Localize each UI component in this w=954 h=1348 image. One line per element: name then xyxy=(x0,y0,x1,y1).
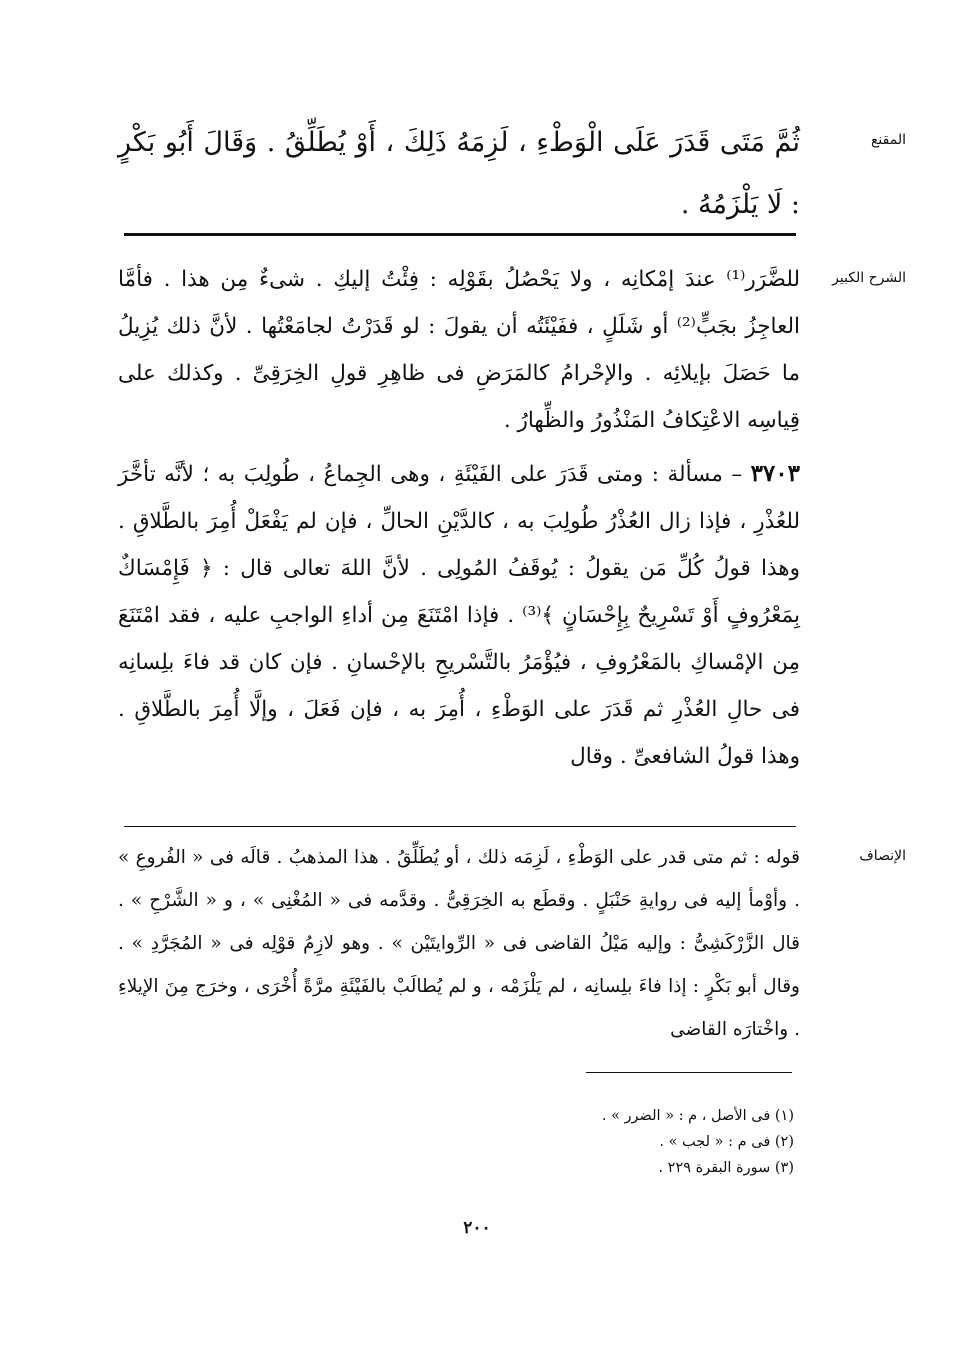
section-divider-thick xyxy=(124,233,796,236)
footnote-2: (٢) فى م : « لجب » . xyxy=(659,1134,794,1150)
insaf-text: قوله : ثم متى قدر على الوَطْءِ ، لَزِمَه ذلك ، أو يُطَلِّقُ . هذا المذهبُ . قالَه فى « الفُروعِ » . وأوْمأ إليه فى روايةِ حَنْبَلٍ . وقطَع به الخِرَقِىُّ . وقدَّمه فى « المُغْنِى » ، و « الشَّرْحِ » . قال الزَّرْكَشِىُّ : وإليه مَيْلُ القاضى فى « الرِّوايتَيْن » . وهو لازِمُ قوْلِه فى « المُجَرَّدِ » . وقال أبو بَكْرٍ : إذا فاءَ بلِسانِه ، لم يَلْزَمْه ، و لم يُطالَبْ بالفَيْئَةِ مرَّةً أُخْرَى ، وخرَج مِنَ الإيلاءِ . واخْتارَه القاضى xyxy=(118,847,800,1040)
footnote-divider xyxy=(586,1072,792,1073)
muqni-text: ثُمَّ مَتَى قَدَرَ عَلَى الْوَطْءِ ، لَزِمَهُ ذَلِكَ ، أَوْ يُطَلِّقُ . وَقَالَ أَبُو بَكْرٍ : لَا يَلْزَمُهُ . xyxy=(118,127,800,220)
section-label-insaf: الإنصاف xyxy=(859,848,906,864)
sharh-text-block xyxy=(118,256,800,780)
footnote-1: (١) فى الأصل ، م : « الضرر » . xyxy=(601,1108,794,1124)
masala-text: – مسألة : ومتى قَدَرَ على الفَيْئَةِ ، وهى الجِماعُ ، طُولِبَ به ؛ لأنَّه تأخَّرَ للعُذْرِ ، فإذا زال العُذْرُ طُولِبَ به ، كالدَّيْنِ الحالِّ ، فإن لم يَفْعَلْ أُمِرَ بالطَّلاقِ . وهذا قولُ كُلِّ مَن يقولُ : يُوقَفُ المُولِى . لأنَّ اللهَ تعالى قال : ﴿ فَإِمْسَاكٌ بِمَعْرُوفٍ أَوْ تَسْرِيحٌ بِإِحْسَانٍ ﴾⁽³⁾ . فإذا امْتَنَعَ مِن أداءِ الواجبِ عليه ، فقد امْتَنَعَ مِن الإمْساكِ بالمَعْرُوفِ ، فيُؤْمَرُ بالتَّسْريحِ بالإحْسانِ . فإن كان قد فاءَ بلِسانِه فى حالِ العُذْرِ ثم قَدَرَ على الوَطْءِ ، أُمِرَ به ، فإن فَعَلَ ، وإلَّا أُمِرَ بالطَّلاقِ . وهذا قولُ الشافعىِّ . وقال xyxy=(118,462,800,769)
masala-number: ٣٧٠٣ xyxy=(750,460,800,487)
sharh-paragraph-2 xyxy=(118,450,800,780)
section-label-sharh: الشرح الكبير xyxy=(832,270,906,286)
sharh-paragraph-1: للضَّرَر⁽¹⁾ عندَ إمْكانِه ، ولا يَحْصُلُ بقَوْلِه : فِئْتُ إليكِ . شىءٌ مِن هذا . فأمَّا العاجِزُ بجَبٍّ⁽²⁾ أو شَلَلٍ ، ففَيْئَتُه أن يقولَ : لو قَدَرْتُ لجامَعْتُها . لأنَّ ذلك يُزِيلُ ما حَصَلَ بإيلائِه . والإحْرامُ كالمَرَضِ فى ظاهِرِ قولِ الخِرَقِىِّ . وكذلك على قِياسِه الاعْتِكافُ المَنْذُورُ والظِّهارُ . xyxy=(118,267,800,433)
section-divider-thin xyxy=(124,826,796,827)
muqni-text-block xyxy=(118,112,800,236)
insaf-text-block xyxy=(118,836,800,1051)
page-number: ٢٠٠ xyxy=(463,1218,491,1238)
footnotes xyxy=(294,1103,794,1181)
footnote-3: (٣) سورة البقرة ٢٢٩ . xyxy=(658,1160,794,1176)
section-label-muqni: المقنع xyxy=(870,132,906,148)
